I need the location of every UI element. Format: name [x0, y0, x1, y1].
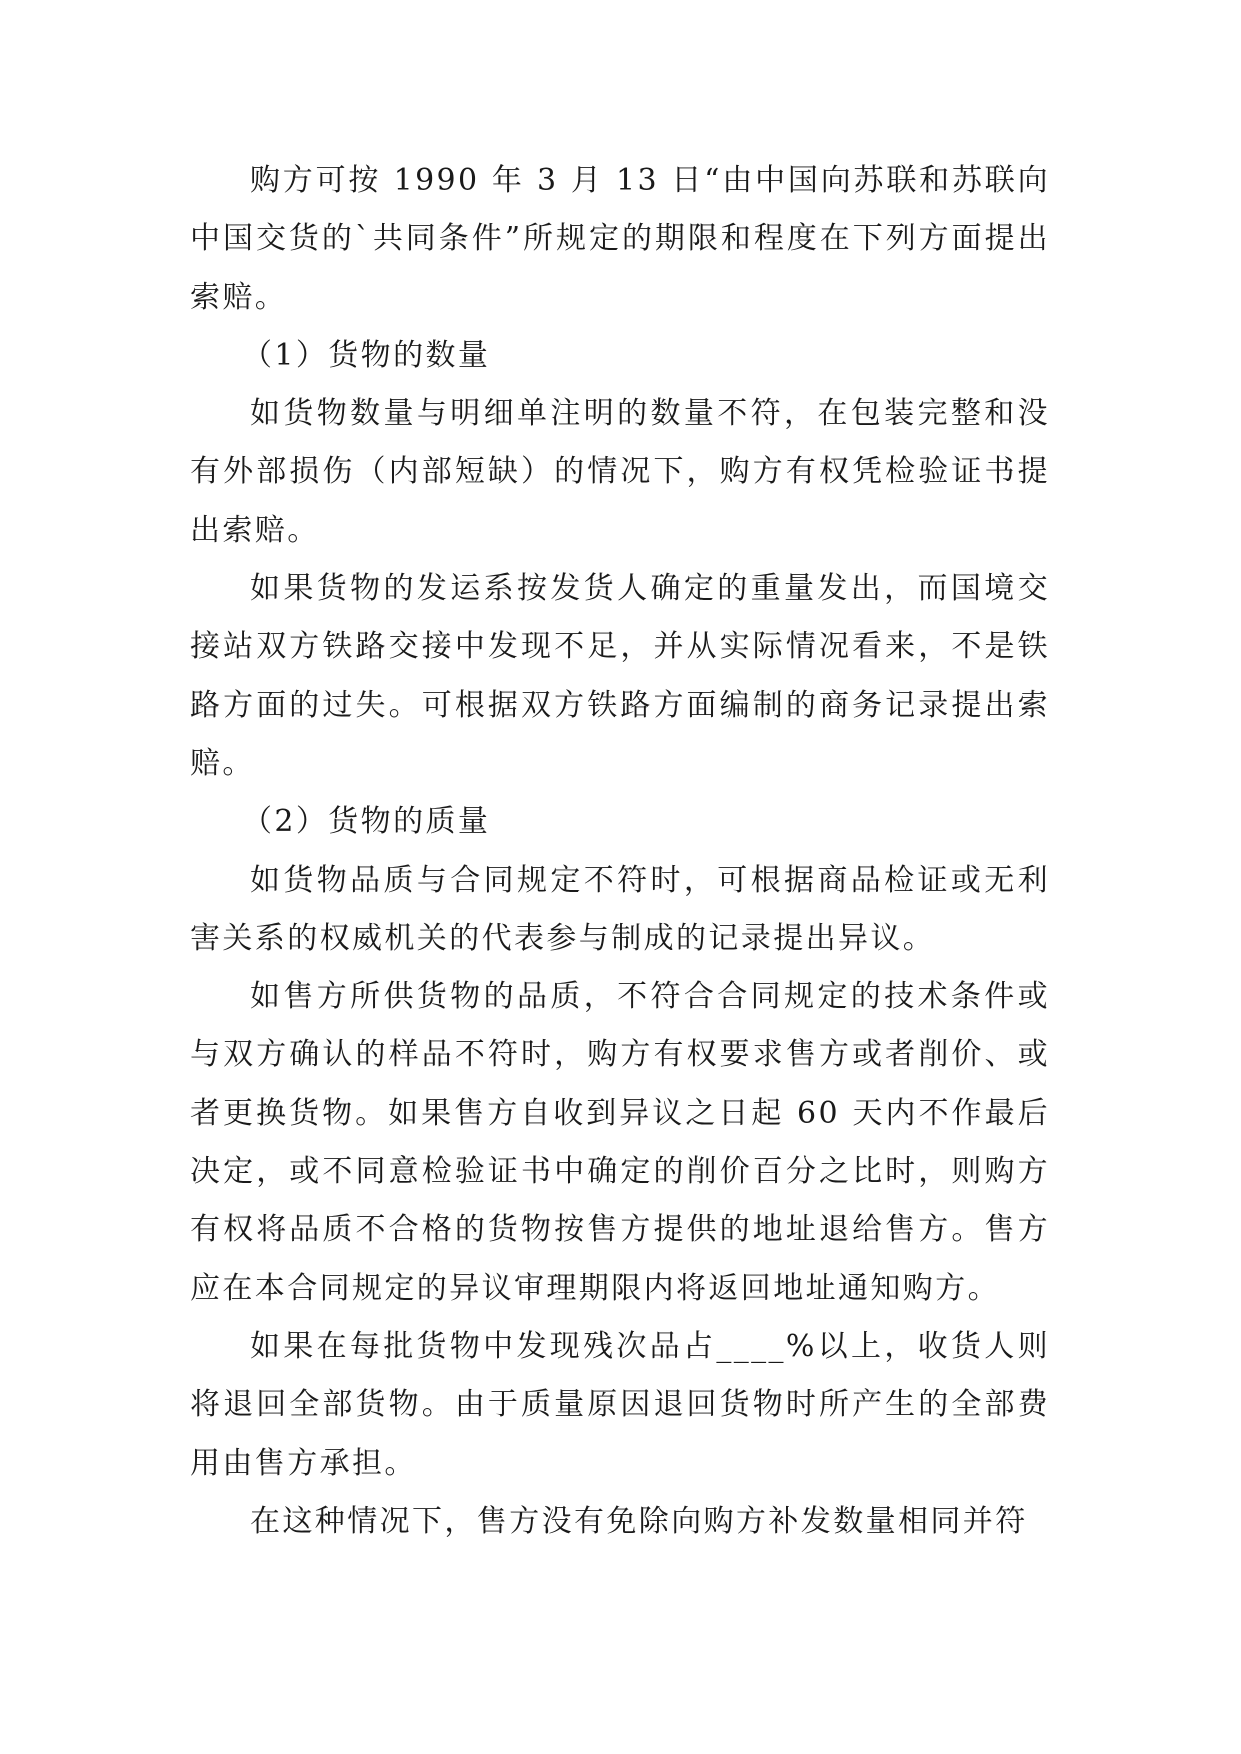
- document-body: [190, 152, 1050, 1551]
- paragraph-quality-objection: 如货物品质与合同规定不符时，可根据商品检证或无利害关系的权威机关的代表参与制成的记录提出异议。: [190, 862, 1050, 956]
- paragraph-quantity-mismatch: 如货物数量与明细单注明的数量不符，在包装完整和没有外部损伤（内部短缺）的情况下，购方有权凭检验证书提出索赔。: [190, 396, 1050, 548]
- paragraph-claim-intro: 购方可按 1990 年 3 月 13 日“由中国向苏联和苏联向中国交货的`共同条件”所规定的期限和程度在下列方面提出索赔。: [190, 163, 1050, 315]
- section-heading-quantity: （1）货物的数量: [242, 337, 491, 373]
- paragraph-replacement: 在这种情况下，售方没有免除向购方补发数量相同并符: [250, 1503, 1028, 1539]
- section-heading-quality: （2）货物的质量: [242, 804, 491, 840]
- paragraph-weight-shortage: 如果货物的发运系按发货人确定的重量发出，而国境交接站双方铁路交接中发现不足，并从实际情况看来，不是铁路方面的过失。可根据双方铁路方面编制的商务记录提出索赔。: [190, 571, 1050, 781]
- paragraph-defect-return: 如果在每批货物中发现残次品占____%以上，收货人则将退回全部货物。由于质量原因退回货物时所产生的全部费用由售方承担。: [190, 1328, 1050, 1481]
- paragraph-quality-remedy: 如售方所供货物的品质，不符合合同规定的技术条件或与双方确认的样品不符时，购方有权要求售方或者削价、或者更换货物。如果售方自收到异议之日起 60 天内不作最后决定，或不同意检验证书中确定的削价百分之比时，则购方有权将品质不合格的货物按售方提供的地址退给售方。售方应在本合同规定的异议审理期限内将返回地址通知购方。: [190, 979, 1050, 1306]
